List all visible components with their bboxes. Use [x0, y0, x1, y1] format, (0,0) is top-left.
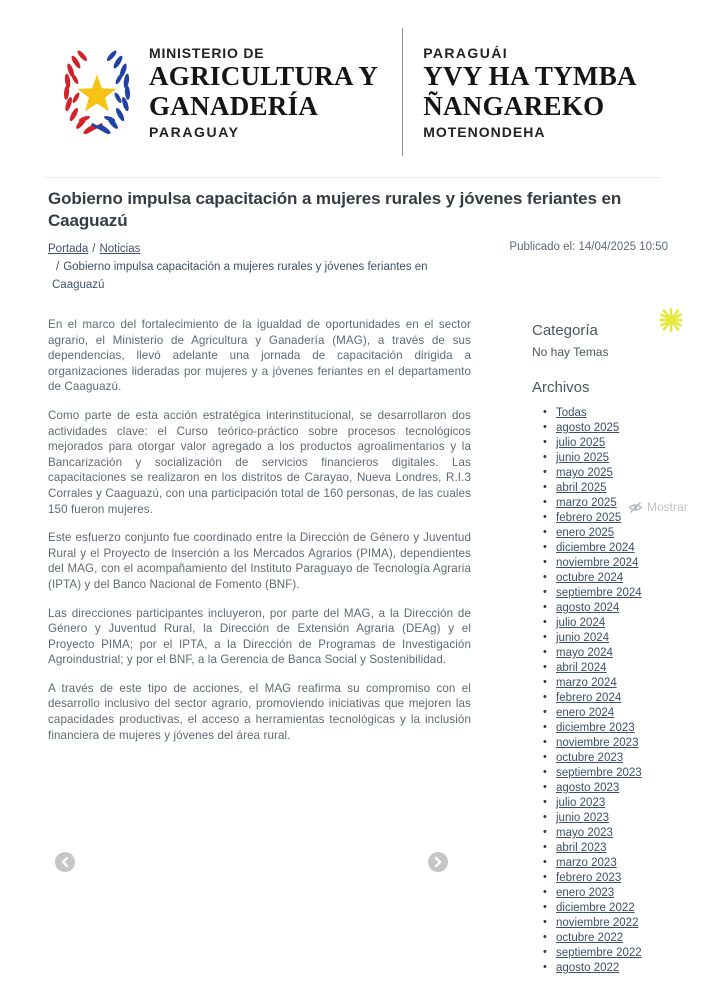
logo-divider	[402, 28, 403, 156]
archive-link[interactable]: julio 2025	[556, 437, 606, 449]
archive-list-item	[556, 420, 702, 435]
archive-link[interactable]: enero 2025	[556, 527, 615, 539]
archive-list-item	[556, 480, 702, 495]
star-icon	[78, 75, 117, 112]
archive-link[interactable]: marzo 2024	[556, 677, 617, 689]
category-heading: Categoría	[532, 322, 598, 339]
accessibility-asterisk-icon[interactable]	[657, 305, 685, 335]
logo-line1-es: AGRICULTURA Y	[149, 60, 379, 91]
archive-list-item	[556, 615, 702, 630]
archive-link[interactable]: junio 2024	[556, 632, 610, 644]
archives-heading: Archivos	[532, 379, 590, 396]
archive-link[interactable]: mayo 2025	[556, 467, 613, 479]
archive-link[interactable]: abril 2023	[556, 842, 607, 854]
archive-link[interactable]: diciembre 2024	[556, 542, 635, 554]
archive-link[interactable]: enero 2024	[556, 707, 615, 719]
breadcrumb-current: / Gobierno impulsa capacitación a mujeres rurales y jóvenes feriantes en Caaguazú	[52, 261, 428, 291]
archive-link[interactable]: enero 2023	[556, 887, 615, 899]
archive-list-item	[556, 900, 702, 915]
article-paragraph: A través de este tipo de acciones, el MAG reafirma su compromiso con el desarrollo inclusivo del sector agrario, promoviendo iniciativas que mejoren las capacidades productivas, el acceso a herramientas tecnológicas y la inclusión financiera de mujeres y jóvenes del área rural.	[48, 681, 471, 742]
archive-link[interactable]: noviembre 2023	[556, 737, 639, 749]
archive-link[interactable]: mayo 2023	[556, 827, 613, 839]
archive-list-item	[556, 780, 702, 795]
archive-list-item	[556, 825, 702, 840]
logo-text-spanish	[149, 45, 378, 140]
archive-list-item	[556, 945, 702, 960]
archive-list-item	[556, 750, 702, 765]
archives-list	[532, 405, 702, 975]
archive-link[interactable]: julio 2024	[556, 617, 606, 629]
archive-list-item	[556, 705, 702, 720]
logo-kicker-gn: PARAGUÁI	[423, 44, 509, 61]
archive-link[interactable]: diciembre 2022	[556, 902, 635, 914]
archive-list-item	[556, 435, 702, 450]
archive-list-item	[556, 630, 702, 645]
archive-link[interactable]: octubre 2024	[556, 572, 624, 584]
archive-link[interactable]: Todas	[556, 407, 587, 419]
archive-list-item	[556, 855, 702, 870]
archive-list-item	[556, 870, 702, 885]
archive-link[interactable]: febrero 2024	[556, 692, 622, 704]
article-paragraph: En el marco del fortalecimiento de la igualdad de oportunidades en el sector agrario, el Ministerio de Agricultura y Ganadería (MAG), a través de sus dependencias, llevó adelante una jornada de capacitación dirigida a organizaciones lideradas por mujeres y a jóvenes feriantes en el departamento de Caaguazú.	[48, 318, 471, 394]
paraguay-coat-of-arms-logo	[55, 36, 139, 148]
archive-list-item	[556, 465, 702, 480]
archive-list-item	[556, 720, 702, 735]
archive-link[interactable]: febrero 2023	[556, 872, 622, 884]
archive-link[interactable]: mayo 2024	[556, 647, 613, 659]
breadcrumb-link-portada[interactable]: Portada	[48, 243, 89, 255]
next-arrow-button[interactable]	[428, 852, 448, 872]
archive-list-item	[556, 690, 702, 705]
mostrar-label: Mostrar	[647, 500, 688, 514]
chevron-right-icon	[433, 856, 443, 868]
archive-link[interactable]: abril 2024	[556, 662, 607, 674]
breadcrumb-link-noticias[interactable]: Noticias	[99, 243, 141, 255]
eye-hidden-icon	[628, 501, 643, 514]
logo-kicker-es: MINISTERIO DE	[149, 44, 265, 61]
breadcrumb-separator: /	[92, 243, 96, 255]
archive-link[interactable]: agosto 2024	[556, 602, 620, 614]
archive-link[interactable]: agosto 2022	[556, 962, 620, 974]
archive-link[interactable]: septiembre 2023	[556, 767, 642, 779]
archive-link[interactable]: agosto 2023	[556, 782, 620, 794]
archive-link[interactable]: octubre 2023	[556, 752, 624, 764]
page-title: Gobierno impulsa capacitación a mujeres rurales y jóvenes feriantes en Caaguazú	[48, 189, 622, 230]
archive-list-item	[556, 540, 702, 555]
published-date: Publicado el: 14/04/2025 10:50	[509, 241, 668, 253]
archive-link[interactable]: febrero 2025	[556, 512, 622, 524]
archive-link[interactable]: abril 2025	[556, 482, 607, 494]
archive-link[interactable]: octubre 2022	[556, 932, 624, 944]
article-body	[48, 317, 471, 756]
logo-line1-gn: YVY HA TYMBA	[423, 60, 637, 91]
archive-list-item	[556, 600, 702, 615]
archive-list-item	[556, 555, 702, 570]
archive-list-item	[556, 840, 702, 855]
prev-arrow-button[interactable]	[55, 852, 75, 872]
archive-list-item	[556, 735, 702, 750]
archive-list-item	[556, 885, 702, 900]
archive-link[interactable]: noviembre 2024	[556, 557, 639, 569]
archive-list-item	[556, 525, 702, 540]
archive-list-item	[556, 930, 702, 945]
archive-link[interactable]: julio 2023	[556, 797, 606, 809]
archive-list-item	[556, 570, 702, 585]
chevron-left-icon	[60, 856, 70, 868]
archive-list-item	[556, 675, 702, 690]
archive-list-item	[556, 585, 702, 600]
archive-link[interactable]: agosto 2025	[556, 422, 620, 434]
logo-line2-es: GANADERÍA	[149, 90, 319, 121]
article-paragraph: Este esfuerzo conjunto fue coordinado entre la Dirección de Género y Juventud Rural y el Proyecto de Inserción a los Mercados Agrarios (PIMA), dependientes del MAG, con el acompañamiento del Instituto Paraguayo de Tecnología Agraria (IPTA) y del Banco Nacional de Fomento (BNF).	[48, 531, 471, 591]
archive-list-item	[556, 450, 702, 465]
logo-text-guarani	[423, 45, 637, 140]
logo-country-es: PARAGUAY	[149, 123, 240, 140]
archive-list-item	[556, 645, 702, 660]
archive-link[interactable]: junio 2025	[556, 452, 610, 464]
accessibility-show-tooltip[interactable]	[626, 499, 692, 515]
archive-list-item	[556, 405, 702, 420]
logo-country-gn: MOTENONDEHA	[423, 123, 546, 140]
category-empty-text: No hay Temas	[532, 345, 609, 359]
logo-line2-gn: ÑANGAREKO	[423, 90, 605, 121]
archive-link[interactable]: diciembre 2023	[556, 722, 635, 734]
archive-link[interactable]: marzo 2023	[556, 857, 617, 869]
breadcrumb	[48, 240, 478, 294]
archive-list-item	[556, 795, 702, 810]
site-header	[55, 28, 637, 156]
archive-link[interactable]: noviembre 2022	[556, 917, 639, 929]
archive-link[interactable]: septiembre 2022	[556, 947, 642, 959]
archive-list-item	[556, 960, 702, 975]
archive-list-item	[556, 660, 702, 675]
archive-link[interactable]: septiembre 2024	[556, 587, 642, 599]
header-divider	[45, 177, 662, 178]
archive-list-item	[556, 765, 702, 780]
archive-list-item	[556, 915, 702, 930]
archive-list-item	[556, 810, 702, 825]
archive-link[interactable]: marzo 2025	[556, 497, 617, 509]
archive-link[interactable]: junio 2023	[556, 812, 610, 824]
article-paragraph: Como parte de esta acción estratégica interinstitucional, se desarrollaron dos actividades clave: el Curso teórico-práctico sobre procesos tecnológicos mejorados para otorgar valor agregado a los productos agroalimentarios y la Bancarización y socialización de servicios financieros digitales. Las capacitaciones se realizaron en los distritos de Carayao, Nueva Londres, R.I.3 Corrales y Caaguazú, con una participación total de 160 personas, de las cuales 150 fueron mujeres.	[48, 408, 471, 516]
article-paragraph: Las direcciones participantes incluyeron, por parte del MAG, a la Dirección de Género y Juventud Rural, la Dirección de Extensión Agraria (DEAg) y el Proyecto PIMA; por el IPTA, a la Dirección de Programas de Investigación Agroindustrial; y por el BNF, a la Gerencia de Banca Social y Sostenibilidad.	[48, 606, 471, 667]
sidebar	[532, 322, 702, 975]
